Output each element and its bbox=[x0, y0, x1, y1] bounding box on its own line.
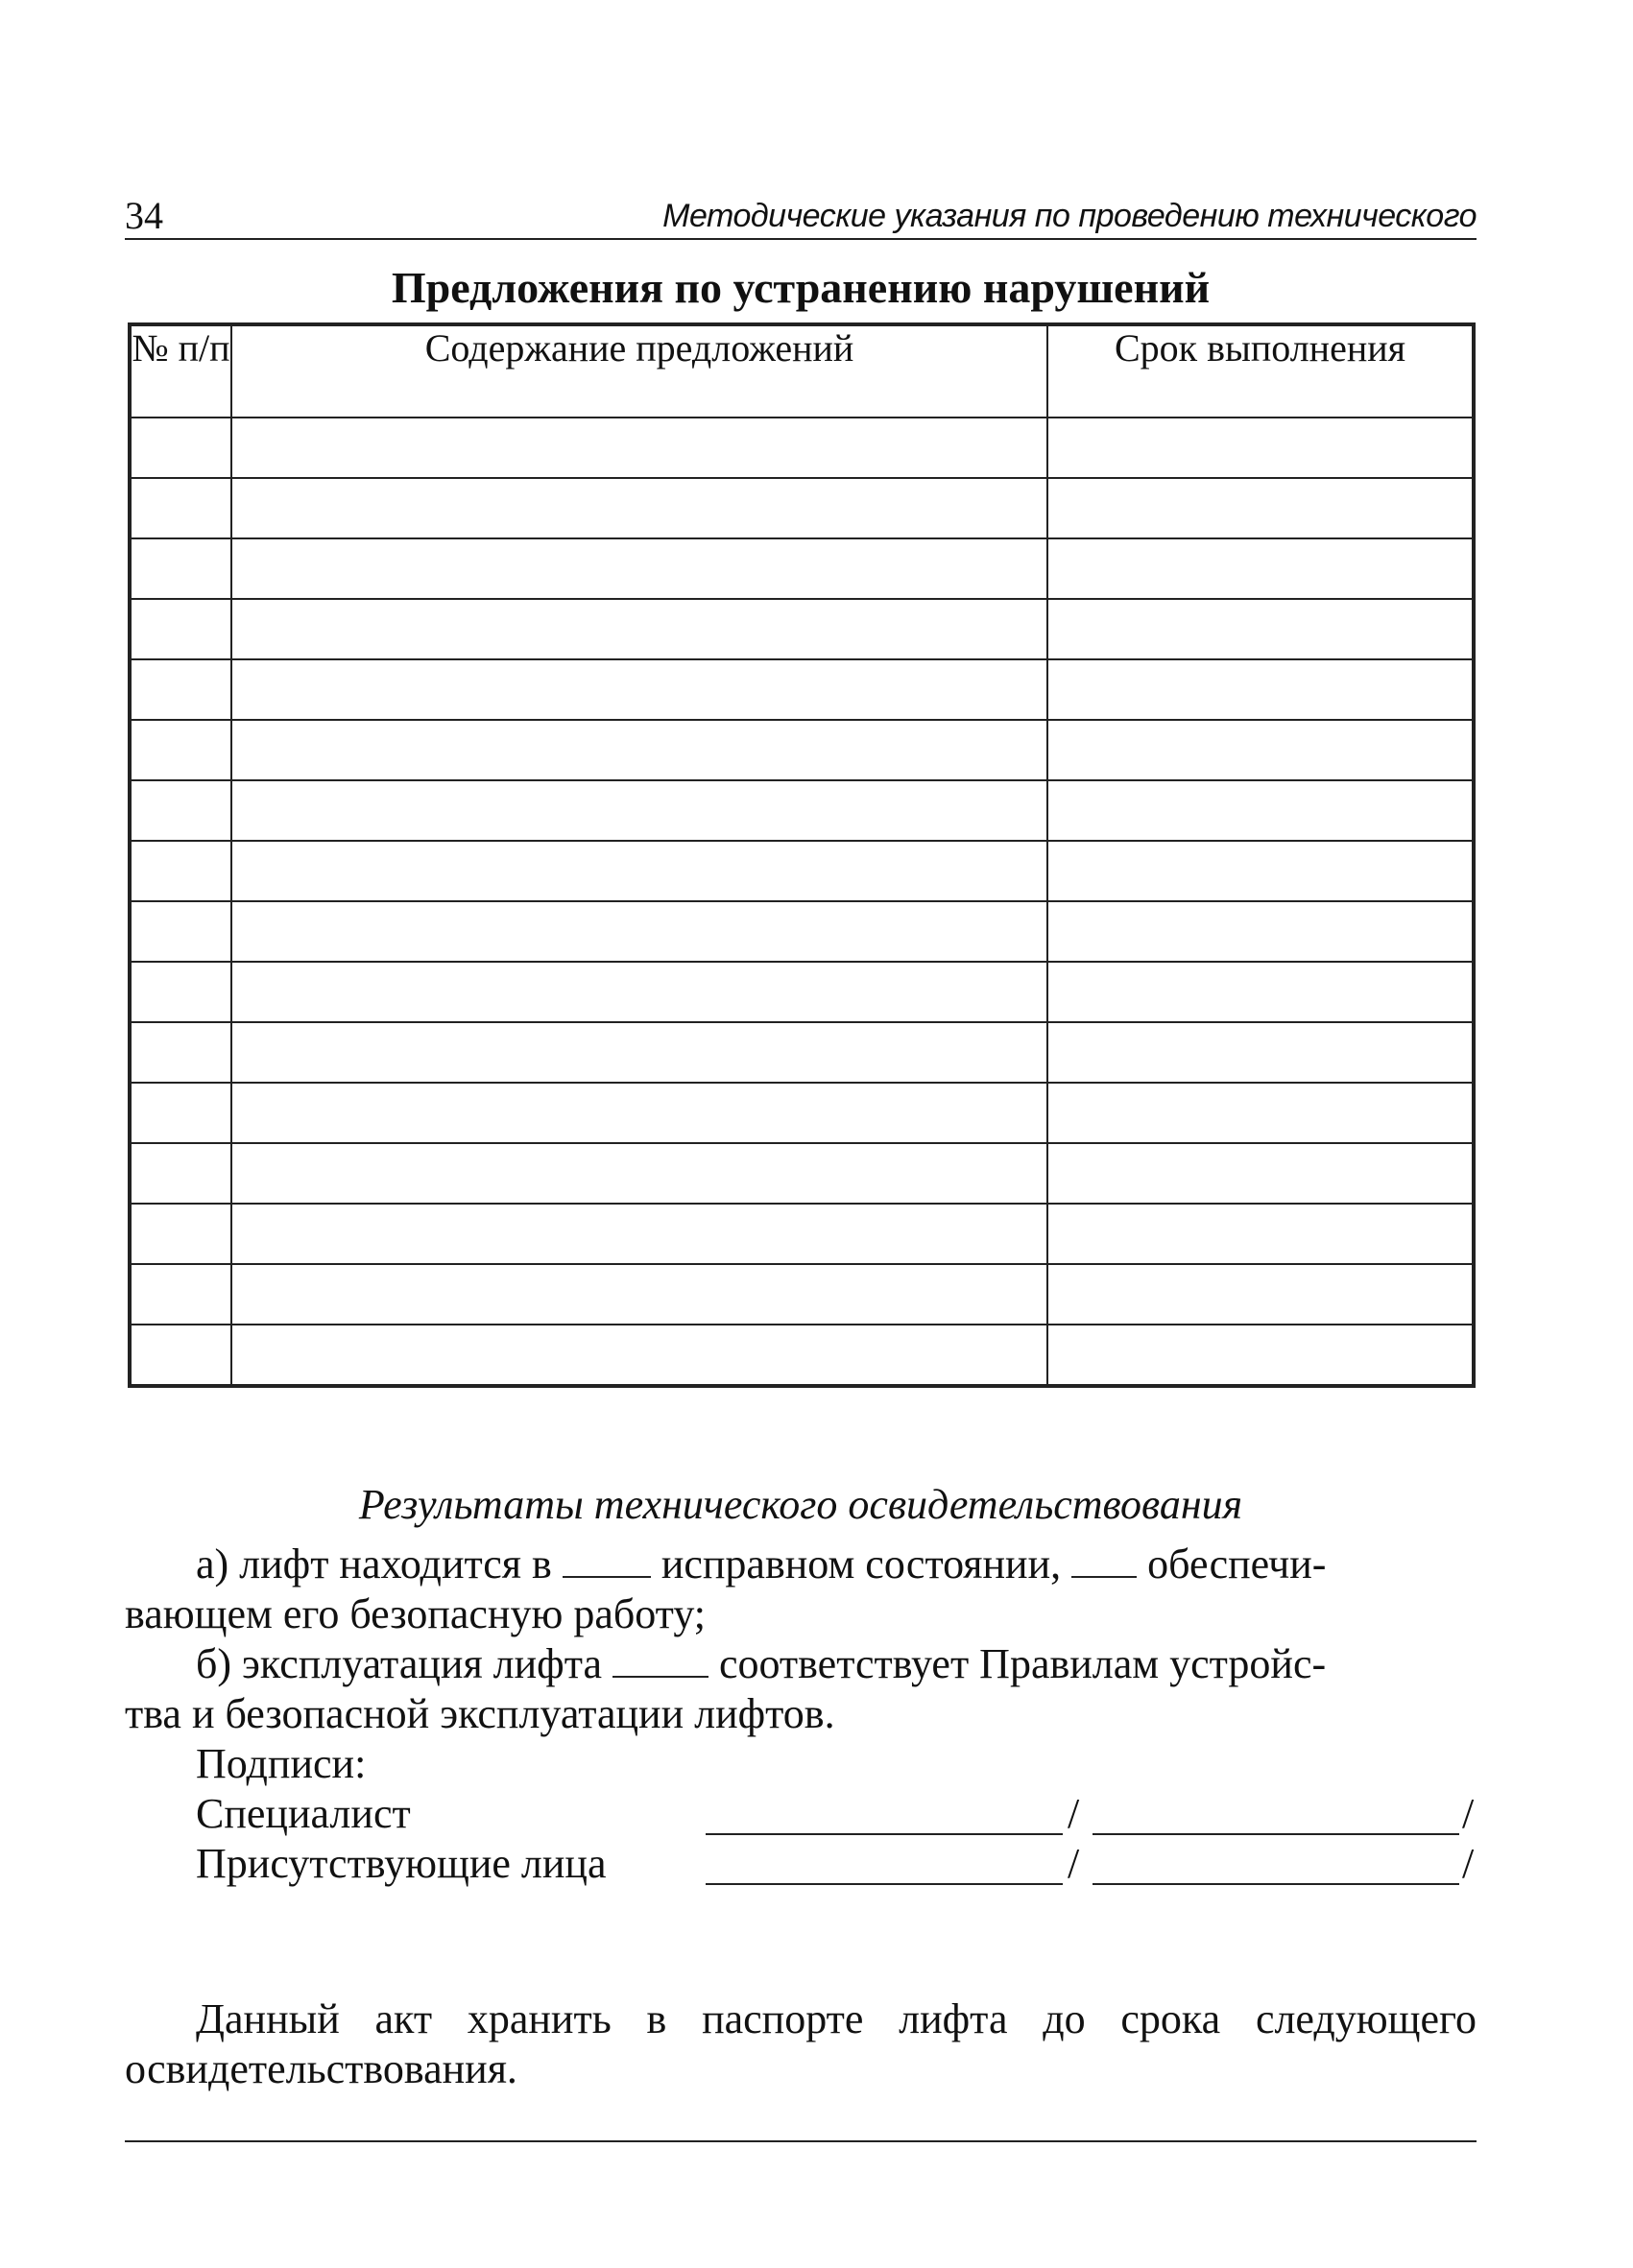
cell-content[interactable] bbox=[231, 1083, 1047, 1143]
cell-number[interactable] bbox=[130, 780, 231, 841]
item-a-text-2: исправном состоянии, bbox=[660, 1540, 1062, 1588]
cell-content[interactable] bbox=[231, 720, 1047, 780]
cell-deadline[interactable] bbox=[1047, 1143, 1474, 1204]
page-number: 34 bbox=[125, 194, 163, 237]
column-header-content: Содержание предложений bbox=[231, 324, 1047, 418]
cell-content[interactable] bbox=[231, 1325, 1047, 1386]
results-title: Результаты технического освидетельствования bbox=[358, 1481, 1243, 1528]
cell-deadline[interactable] bbox=[1047, 538, 1474, 599]
table-title: Предложения по устранению нарушений bbox=[391, 263, 1211, 312]
cell-deadline[interactable] bbox=[1047, 1204, 1474, 1264]
table-body bbox=[130, 418, 1474, 1386]
item-b-text-2: соответствует Правилам устройс- bbox=[718, 1640, 1327, 1687]
cell-number[interactable] bbox=[130, 599, 231, 659]
table-row bbox=[130, 720, 1474, 780]
cell-number[interactable] bbox=[130, 1143, 231, 1204]
cell-deadline[interactable] bbox=[1047, 1264, 1474, 1325]
cell-deadline[interactable] bbox=[1047, 1083, 1474, 1143]
cell-number[interactable] bbox=[130, 538, 231, 599]
cell-deadline[interactable] bbox=[1047, 962, 1474, 1022]
table-row bbox=[130, 659, 1474, 720]
cell-content[interactable] bbox=[231, 780, 1047, 841]
cell-deadline[interactable] bbox=[1047, 659, 1474, 720]
footer-rule bbox=[125, 2140, 1477, 2142]
blank-field[interactable] bbox=[563, 1540, 651, 1578]
specialist-label: Специалист bbox=[196, 1790, 411, 1837]
item-b bbox=[125, 1639, 1477, 1689]
column-header-deadline: Срок выполнения bbox=[1047, 324, 1474, 418]
cell-number[interactable] bbox=[130, 1325, 231, 1386]
table-row bbox=[130, 901, 1474, 962]
cell-number[interactable] bbox=[130, 841, 231, 901]
cell-number[interactable] bbox=[130, 478, 231, 538]
cell-deadline[interactable] bbox=[1047, 780, 1474, 841]
column-header-number: № п/п bbox=[130, 324, 231, 418]
separator-slash: / bbox=[1068, 1790, 1080, 1837]
table-row bbox=[130, 478, 1474, 538]
cell-content[interactable] bbox=[231, 538, 1047, 599]
proposals-table bbox=[128, 322, 1476, 1388]
table-row bbox=[130, 841, 1474, 901]
separator-slash: / bbox=[1462, 1790, 1475, 1837]
cell-number[interactable] bbox=[130, 1204, 231, 1264]
present-name-line[interactable] bbox=[1093, 1883, 1459, 1885]
item-a-text-4: вающем его безопасную работу; bbox=[125, 1590, 706, 1637]
storage-note: Данный акт хранить в паспорте лифта до срока следующего освидетельствования. bbox=[125, 1995, 1477, 2092]
cell-content[interactable] bbox=[231, 1022, 1047, 1083]
table-row bbox=[130, 599, 1474, 659]
cell-number[interactable] bbox=[130, 659, 231, 720]
cell-content[interactable] bbox=[231, 901, 1047, 962]
cell-content[interactable] bbox=[231, 1143, 1047, 1204]
cell-number[interactable] bbox=[130, 901, 231, 962]
separator-slash: / bbox=[1462, 1840, 1475, 1887]
table-row bbox=[130, 1325, 1474, 1386]
table-row bbox=[130, 962, 1474, 1022]
item-a-text-1: а) лифт находится в bbox=[196, 1540, 552, 1588]
item-a-text-3: обеспечи- bbox=[1147, 1540, 1327, 1588]
table-header-row bbox=[130, 324, 1474, 418]
table-row bbox=[130, 538, 1474, 599]
specialist-name-line[interactable] bbox=[1093, 1833, 1459, 1835]
item-a bbox=[125, 1540, 1477, 1589]
cell-deadline[interactable] bbox=[1047, 418, 1474, 478]
cell-number[interactable] bbox=[130, 720, 231, 780]
cell-deadline[interactable] bbox=[1047, 720, 1474, 780]
header-rule bbox=[125, 238, 1477, 240]
table-row bbox=[130, 1264, 1474, 1325]
table-row bbox=[130, 1022, 1474, 1083]
signatures-label: Подписи: bbox=[196, 1740, 367, 1787]
present-label: Присутствующие лица bbox=[196, 1840, 607, 1887]
cell-number[interactable] bbox=[130, 418, 231, 478]
cell-content[interactable] bbox=[231, 599, 1047, 659]
specialist-signature-line[interactable] bbox=[706, 1833, 1063, 1835]
blank-field[interactable] bbox=[612, 1639, 708, 1678]
cell-number[interactable] bbox=[130, 1022, 231, 1083]
cell-content[interactable] bbox=[231, 418, 1047, 478]
cell-deadline[interactable] bbox=[1047, 1022, 1474, 1083]
present-signature-line[interactable] bbox=[706, 1883, 1063, 1885]
cell-number[interactable] bbox=[130, 962, 231, 1022]
running-head: Методические указания по проведению технического bbox=[662, 198, 1477, 234]
blank-field[interactable] bbox=[1071, 1540, 1137, 1578]
item-b-continuation bbox=[125, 1689, 1477, 1739]
cell-content[interactable] bbox=[231, 962, 1047, 1022]
cell-number[interactable] bbox=[130, 1264, 231, 1325]
table-row bbox=[130, 418, 1474, 478]
item-b-text-3: тва и безопасной эксплуатации лифтов. bbox=[125, 1690, 835, 1737]
item-b-text-1: б) эксплуатация лифта bbox=[196, 1640, 602, 1687]
cell-content[interactable] bbox=[231, 1264, 1047, 1325]
table-row bbox=[130, 780, 1474, 841]
cell-deadline[interactable] bbox=[1047, 1325, 1474, 1386]
cell-content[interactable] bbox=[231, 478, 1047, 538]
item-a-continuation bbox=[125, 1589, 1477, 1639]
table-row bbox=[130, 1143, 1474, 1204]
table-row bbox=[130, 1204, 1474, 1264]
cell-deadline[interactable] bbox=[1047, 841, 1474, 901]
cell-deadline[interactable] bbox=[1047, 901, 1474, 962]
cell-content[interactable] bbox=[231, 1204, 1047, 1264]
cell-content[interactable] bbox=[231, 659, 1047, 720]
cell-deadline[interactable] bbox=[1047, 599, 1474, 659]
table-row bbox=[130, 1083, 1474, 1143]
separator-slash: / bbox=[1068, 1840, 1080, 1887]
cell-number[interactable] bbox=[130, 1083, 231, 1143]
cell-content[interactable] bbox=[231, 841, 1047, 901]
cell-deadline[interactable] bbox=[1047, 478, 1474, 538]
